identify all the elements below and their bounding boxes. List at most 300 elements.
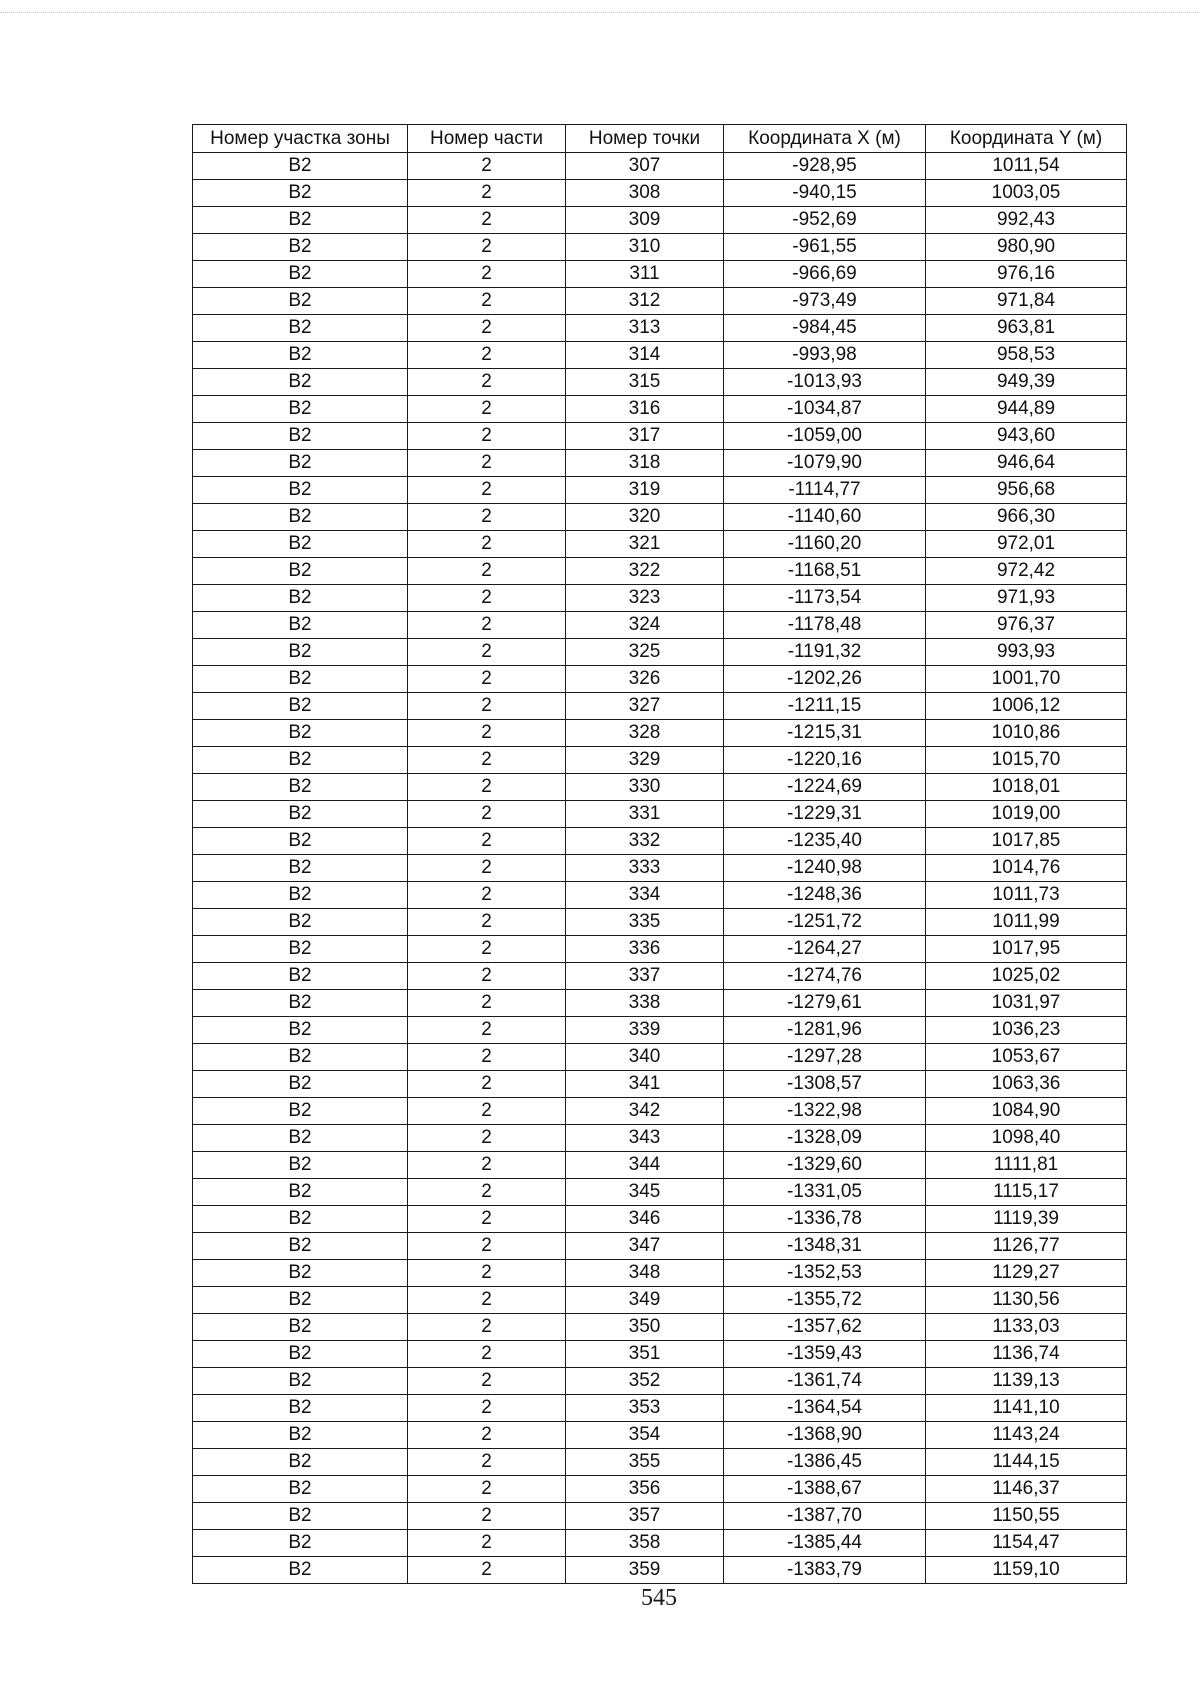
cell-coordinate-x: -1279,61 [724, 990, 926, 1017]
cell-zone-section: В2 [193, 612, 408, 639]
cell-coordinate-y: 1133,03 [926, 1314, 1127, 1341]
cell-coordinate-x: -1215,31 [724, 720, 926, 747]
cell-zone-section: В2 [193, 1395, 408, 1422]
header-coordinate-x: Координата X (м) [724, 125, 926, 153]
cell-part-number: 2 [408, 1476, 566, 1503]
table-body [193, 153, 1127, 1584]
cell-point-number: 345 [566, 1179, 724, 1206]
cell-part-number: 2 [408, 1368, 566, 1395]
cell-coordinate-x: -1328,09 [724, 1125, 926, 1152]
cell-point-number: 324 [566, 612, 724, 639]
cell-zone-section: В2 [193, 423, 408, 450]
cell-point-number: 308 [566, 180, 724, 207]
cell-point-number: 311 [566, 261, 724, 288]
table-row [193, 396, 1127, 423]
cell-point-number: 313 [566, 315, 724, 342]
table-row [193, 801, 1127, 828]
cell-part-number: 2 [408, 639, 566, 666]
cell-zone-section: В2 [193, 1530, 408, 1557]
table-row [193, 1395, 1127, 1422]
cell-zone-section: В2 [193, 1503, 408, 1530]
cell-part-number: 2 [408, 1395, 566, 1422]
cell-zone-section: В2 [193, 855, 408, 882]
table-row [193, 1557, 1127, 1584]
cell-point-number: 331 [566, 801, 724, 828]
cell-point-number: 341 [566, 1071, 724, 1098]
cell-part-number: 2 [408, 450, 566, 477]
cell-coordinate-x: -1297,28 [724, 1044, 926, 1071]
cell-part-number: 2 [408, 1044, 566, 1071]
cell-coordinate-y: 993,93 [926, 639, 1127, 666]
cell-coordinate-x: -1383,79 [724, 1557, 926, 1584]
cell-coordinate-x: -1140,60 [724, 504, 926, 531]
cell-zone-section: В2 [193, 477, 408, 504]
cell-point-number: 326 [566, 666, 724, 693]
cell-part-number: 2 [408, 261, 566, 288]
cell-point-number: 307 [566, 153, 724, 180]
cell-part-number: 2 [408, 585, 566, 612]
cell-point-number: 348 [566, 1260, 724, 1287]
cell-part-number: 2 [408, 153, 566, 180]
cell-coordinate-y: 1143,24 [926, 1422, 1127, 1449]
cell-part-number: 2 [408, 990, 566, 1017]
cell-point-number: 353 [566, 1395, 724, 1422]
table-row [193, 1071, 1127, 1098]
cell-part-number: 2 [408, 882, 566, 909]
cell-point-number: 323 [566, 585, 724, 612]
cell-coordinate-x: -1251,72 [724, 909, 926, 936]
cell-zone-section: В2 [193, 1557, 408, 1584]
cell-point-number: 330 [566, 774, 724, 801]
table-row [193, 288, 1127, 315]
table-row [193, 720, 1127, 747]
cell-coordinate-y: 1150,55 [926, 1503, 1127, 1530]
cell-point-number: 327 [566, 693, 724, 720]
cell-coordinate-x: -1168,51 [724, 558, 926, 585]
cell-point-number: 339 [566, 1017, 724, 1044]
header-point-number: Номер точки [566, 125, 724, 153]
cell-part-number: 2 [408, 801, 566, 828]
cell-point-number: 335 [566, 909, 724, 936]
cell-part-number: 2 [408, 693, 566, 720]
cell-coordinate-x: -1355,72 [724, 1287, 926, 1314]
cell-zone-section: В2 [193, 1476, 408, 1503]
table-row [193, 1287, 1127, 1314]
cell-zone-section: В2 [193, 963, 408, 990]
cell-coordinate-x: -1364,54 [724, 1395, 926, 1422]
cell-point-number: 332 [566, 828, 724, 855]
cell-zone-section: В2 [193, 990, 408, 1017]
header-zone-section: Номер участка зоны [193, 125, 408, 153]
cell-zone-section: В2 [193, 1287, 408, 1314]
cell-coordinate-x: -1388,67 [724, 1476, 926, 1503]
cell-point-number: 349 [566, 1287, 724, 1314]
table-row [193, 774, 1127, 801]
table-row [193, 1503, 1127, 1530]
cell-coordinate-y: 1115,17 [926, 1179, 1127, 1206]
table-row [193, 1152, 1127, 1179]
cell-part-number: 2 [408, 1449, 566, 1476]
table-row [193, 1368, 1127, 1395]
cell-point-number: 351 [566, 1341, 724, 1368]
cell-zone-section: В2 [193, 639, 408, 666]
cell-coordinate-x: -1361,74 [724, 1368, 926, 1395]
cell-part-number: 2 [408, 531, 566, 558]
cell-coordinate-y: 966,30 [926, 504, 1127, 531]
cell-coordinate-y: 1001,70 [926, 666, 1127, 693]
cell-coordinate-y: 972,42 [926, 558, 1127, 585]
cell-part-number: 2 [408, 828, 566, 855]
table-row [193, 234, 1127, 261]
cell-point-number: 343 [566, 1125, 724, 1152]
cell-coordinate-y: 1015,70 [926, 747, 1127, 774]
cell-coordinate-x: -952,69 [724, 207, 926, 234]
cell-zone-section: В2 [193, 693, 408, 720]
cell-coordinate-x: -984,45 [724, 315, 926, 342]
cell-point-number: 316 [566, 396, 724, 423]
cell-part-number: 2 [408, 666, 566, 693]
cell-coordinate-y: 971,84 [926, 288, 1127, 315]
cell-coordinate-y: 1018,01 [926, 774, 1127, 801]
cell-zone-section: В2 [193, 342, 408, 369]
cell-zone-section: В2 [193, 1044, 408, 1071]
cell-coordinate-y: 992,43 [926, 207, 1127, 234]
cell-coordinate-x: -1211,15 [724, 693, 926, 720]
cell-coordinate-y: 980,90 [926, 234, 1127, 261]
cell-point-number: 338 [566, 990, 724, 1017]
cell-coordinate-x: -1224,69 [724, 774, 926, 801]
table-row [193, 666, 1127, 693]
cell-point-number: 357 [566, 1503, 724, 1530]
cell-coordinate-y: 1136,74 [926, 1341, 1127, 1368]
cell-coordinate-y: 1139,13 [926, 1368, 1127, 1395]
cell-zone-section: В2 [193, 666, 408, 693]
table-row [193, 1098, 1127, 1125]
cell-zone-section: В2 [193, 909, 408, 936]
cell-point-number: 314 [566, 342, 724, 369]
cell-point-number: 344 [566, 1152, 724, 1179]
cell-coordinate-y: 1111,81 [926, 1152, 1127, 1179]
cell-coordinate-y: 1006,12 [926, 693, 1127, 720]
cell-coordinate-y: 1017,85 [926, 828, 1127, 855]
cell-part-number: 2 [408, 315, 566, 342]
cell-zone-section: В2 [193, 828, 408, 855]
cell-point-number: 329 [566, 747, 724, 774]
cell-part-number: 2 [408, 1422, 566, 1449]
cell-part-number: 2 [408, 747, 566, 774]
cell-zone-section: В2 [193, 1206, 408, 1233]
table-row [193, 369, 1127, 396]
cell-zone-section: В2 [193, 1125, 408, 1152]
cell-point-number: 342 [566, 1098, 724, 1125]
cell-coordinate-x: -1034,87 [724, 396, 926, 423]
cell-coordinate-x: -993,98 [724, 342, 926, 369]
table-row [193, 1341, 1127, 1368]
cell-point-number: 359 [566, 1557, 724, 1584]
table-row [193, 153, 1127, 180]
cell-zone-section: В2 [193, 558, 408, 585]
cell-zone-section: В2 [193, 774, 408, 801]
cell-point-number: 319 [566, 477, 724, 504]
cell-point-number: 310 [566, 234, 724, 261]
cell-part-number: 2 [408, 612, 566, 639]
cell-part-number: 2 [408, 369, 566, 396]
cell-zone-section: В2 [193, 288, 408, 315]
cell-coordinate-y: 1025,02 [926, 963, 1127, 990]
cell-zone-section: В2 [193, 1179, 408, 1206]
cell-coordinate-x: -1274,76 [724, 963, 926, 990]
cell-zone-section: В2 [193, 747, 408, 774]
table-row [193, 612, 1127, 639]
cell-part-number: 2 [408, 207, 566, 234]
cell-part-number: 2 [408, 720, 566, 747]
cell-coordinate-x: -1248,36 [724, 882, 926, 909]
cell-coordinate-x: -1220,16 [724, 747, 926, 774]
cell-part-number: 2 [408, 1341, 566, 1368]
cell-point-number: 347 [566, 1233, 724, 1260]
cell-coordinate-y: 976,16 [926, 261, 1127, 288]
cell-point-number: 321 [566, 531, 724, 558]
cell-coordinate-x: -1160,20 [724, 531, 926, 558]
cell-coordinate-y: 1036,23 [926, 1017, 1127, 1044]
table-row [193, 1206, 1127, 1233]
cell-part-number: 2 [408, 1233, 566, 1260]
cell-zone-section: В2 [193, 531, 408, 558]
cell-part-number: 2 [408, 558, 566, 585]
cell-coordinate-x: -1264,27 [724, 936, 926, 963]
cell-zone-section: В2 [193, 315, 408, 342]
cell-coordinate-y: 1084,90 [926, 1098, 1127, 1125]
cell-point-number: 356 [566, 1476, 724, 1503]
cell-zone-section: В2 [193, 450, 408, 477]
cell-part-number: 2 [408, 1206, 566, 1233]
header-part-number: Номер части [408, 125, 566, 153]
cell-part-number: 2 [408, 936, 566, 963]
cell-zone-section: В2 [193, 504, 408, 531]
cell-point-number: 352 [566, 1368, 724, 1395]
cell-part-number: 2 [408, 1017, 566, 1044]
cell-part-number: 2 [408, 963, 566, 990]
cell-part-number: 2 [408, 1530, 566, 1557]
cell-coordinate-y: 1119,39 [926, 1206, 1127, 1233]
cell-coordinate-y: 971,93 [926, 585, 1127, 612]
cell-coordinate-y: 1053,67 [926, 1044, 1127, 1071]
cell-point-number: 334 [566, 882, 724, 909]
table-row [193, 342, 1127, 369]
cell-point-number: 346 [566, 1206, 724, 1233]
cell-coordinate-y: 1126,77 [926, 1233, 1127, 1260]
cell-zone-section: В2 [193, 1422, 408, 1449]
cell-coordinate-x: -1331,05 [724, 1179, 926, 1206]
cell-point-number: 337 [566, 963, 724, 990]
cell-coordinate-x: -1359,43 [724, 1341, 926, 1368]
table-row [193, 585, 1127, 612]
cell-coordinate-y: 943,60 [926, 423, 1127, 450]
cell-coordinate-x: -1348,31 [724, 1233, 926, 1260]
cell-coordinate-x: -961,55 [724, 234, 926, 261]
table-row [193, 1476, 1127, 1503]
cell-coordinate-x: -928,95 [724, 153, 926, 180]
cell-part-number: 2 [408, 1287, 566, 1314]
cell-zone-section: В2 [193, 882, 408, 909]
table-row [193, 693, 1127, 720]
cell-zone-section: В2 [193, 1098, 408, 1125]
cell-coordinate-x: -1235,40 [724, 828, 926, 855]
cell-part-number: 2 [408, 396, 566, 423]
cell-zone-section: В2 [193, 369, 408, 396]
cell-coordinate-y: 1011,99 [926, 909, 1127, 936]
cell-zone-section: В2 [193, 1314, 408, 1341]
cell-coordinate-y: 1154,47 [926, 1530, 1127, 1557]
table-row [193, 558, 1127, 585]
cell-part-number: 2 [408, 909, 566, 936]
cell-coordinate-x: -966,69 [724, 261, 926, 288]
table-row [193, 450, 1127, 477]
cell-zone-section: В2 [193, 153, 408, 180]
cell-coordinate-y: 1130,56 [926, 1287, 1127, 1314]
cell-point-number: 317 [566, 423, 724, 450]
cell-point-number: 336 [566, 936, 724, 963]
cell-coordinate-x: -1329,60 [724, 1152, 926, 1179]
cell-zone-section: В2 [193, 801, 408, 828]
cell-coordinate-x: -1178,48 [724, 612, 926, 639]
cell-coordinate-y: 1014,76 [926, 855, 1127, 882]
cell-coordinate-y: 946,64 [926, 450, 1127, 477]
cell-coordinate-y: 1146,37 [926, 1476, 1127, 1503]
cell-part-number: 2 [408, 1152, 566, 1179]
table-row [193, 531, 1127, 558]
cell-point-number: 320 [566, 504, 724, 531]
cell-point-number: 328 [566, 720, 724, 747]
cell-coordinate-y: 1031,97 [926, 990, 1127, 1017]
cell-part-number: 2 [408, 1314, 566, 1341]
cell-coordinate-x: -973,49 [724, 288, 926, 315]
table-row [193, 180, 1127, 207]
cell-zone-section: В2 [193, 1341, 408, 1368]
table-row [193, 963, 1127, 990]
cell-part-number: 2 [408, 1179, 566, 1206]
table-row [193, 1530, 1127, 1557]
page-number: 545 [641, 1585, 677, 1611]
table-row [193, 1233, 1127, 1260]
cell-coordinate-y: 956,68 [926, 477, 1127, 504]
cell-coordinate-y: 1019,00 [926, 801, 1127, 828]
table-row [193, 1260, 1127, 1287]
cell-part-number: 2 [408, 1503, 566, 1530]
scan-top-edge [0, 12, 1200, 13]
cell-point-number: 322 [566, 558, 724, 585]
cell-zone-section: В2 [193, 180, 408, 207]
cell-coordinate-x: -1336,78 [724, 1206, 926, 1233]
cell-coordinate-y: 1011,54 [926, 153, 1127, 180]
cell-coordinate-x: -1386,45 [724, 1449, 926, 1476]
cell-part-number: 2 [408, 1260, 566, 1287]
table-row [193, 855, 1127, 882]
table-row [193, 828, 1127, 855]
cell-coordinate-x: -1308,57 [724, 1071, 926, 1098]
table-row [193, 1449, 1127, 1476]
cell-coordinate-x: -1357,62 [724, 1314, 926, 1341]
cell-point-number: 355 [566, 1449, 724, 1476]
cell-coordinate-x: -1322,98 [724, 1098, 926, 1125]
table-row [193, 1314, 1127, 1341]
cell-zone-section: В2 [193, 1071, 408, 1098]
cell-coordinate-x: -1281,96 [724, 1017, 926, 1044]
cell-part-number: 2 [408, 1098, 566, 1125]
cell-zone-section: В2 [193, 936, 408, 963]
table-header [193, 125, 1127, 153]
cell-coordinate-x: -940,15 [724, 180, 926, 207]
cell-zone-section: В2 [193, 396, 408, 423]
table-row [193, 423, 1127, 450]
cell-part-number: 2 [408, 288, 566, 315]
table-row [193, 936, 1127, 963]
cell-coordinate-x: -1191,32 [724, 639, 926, 666]
cell-coordinate-y: 944,89 [926, 396, 1127, 423]
cell-coordinate-x: -1352,53 [724, 1260, 926, 1287]
cell-zone-section: В2 [193, 207, 408, 234]
table-row [193, 504, 1127, 531]
cell-point-number: 318 [566, 450, 724, 477]
cell-point-number: 340 [566, 1044, 724, 1071]
cell-point-number: 333 [566, 855, 724, 882]
table-row [193, 1125, 1127, 1152]
cell-part-number: 2 [408, 1125, 566, 1152]
cell-coordinate-x: -1114,77 [724, 477, 926, 504]
cell-coordinate-y: 963,81 [926, 315, 1127, 342]
cell-part-number: 2 [408, 855, 566, 882]
table-row [193, 315, 1127, 342]
cell-point-number: 350 [566, 1314, 724, 1341]
cell-part-number: 2 [408, 423, 566, 450]
cell-point-number: 312 [566, 288, 724, 315]
cell-part-number: 2 [408, 180, 566, 207]
cell-zone-section: В2 [193, 1152, 408, 1179]
cell-coordinate-x: -1202,26 [724, 666, 926, 693]
table-row [193, 1044, 1127, 1071]
cell-zone-section: В2 [193, 234, 408, 261]
cell-part-number: 2 [408, 1071, 566, 1098]
cell-part-number: 2 [408, 477, 566, 504]
cell-part-number: 2 [408, 234, 566, 261]
cell-point-number: 358 [566, 1530, 724, 1557]
cell-zone-section: В2 [193, 585, 408, 612]
cell-coordinate-x: -1385,44 [724, 1530, 926, 1557]
header-coordinate-y: Координата Y (м) [926, 125, 1127, 153]
table-row [193, 207, 1127, 234]
cell-coordinate-y: 976,37 [926, 612, 1127, 639]
cell-coordinate-x: -1387,70 [724, 1503, 926, 1530]
cell-part-number: 2 [408, 774, 566, 801]
cell-coordinate-y: 949,39 [926, 369, 1127, 396]
cell-coordinate-y: 1017,95 [926, 936, 1127, 963]
cell-coordinate-y: 1144,15 [926, 1449, 1127, 1476]
cell-coordinate-y: 958,53 [926, 342, 1127, 369]
cell-zone-section: В2 [193, 720, 408, 747]
cell-zone-section: В2 [193, 1233, 408, 1260]
cell-part-number: 2 [408, 504, 566, 531]
cell-coordinate-x: -1368,90 [724, 1422, 926, 1449]
cell-coordinate-y: 1098,40 [926, 1125, 1127, 1152]
cell-zone-section: В2 [193, 1449, 408, 1476]
table-row [193, 1422, 1127, 1449]
cell-zone-section: В2 [193, 1017, 408, 1044]
cell-point-number: 309 [566, 207, 724, 234]
cell-coordinate-y: 1010,86 [926, 720, 1127, 747]
header-row [193, 125, 1127, 153]
table-row [193, 1017, 1127, 1044]
cell-coordinate-y: 1063,36 [926, 1071, 1127, 1098]
